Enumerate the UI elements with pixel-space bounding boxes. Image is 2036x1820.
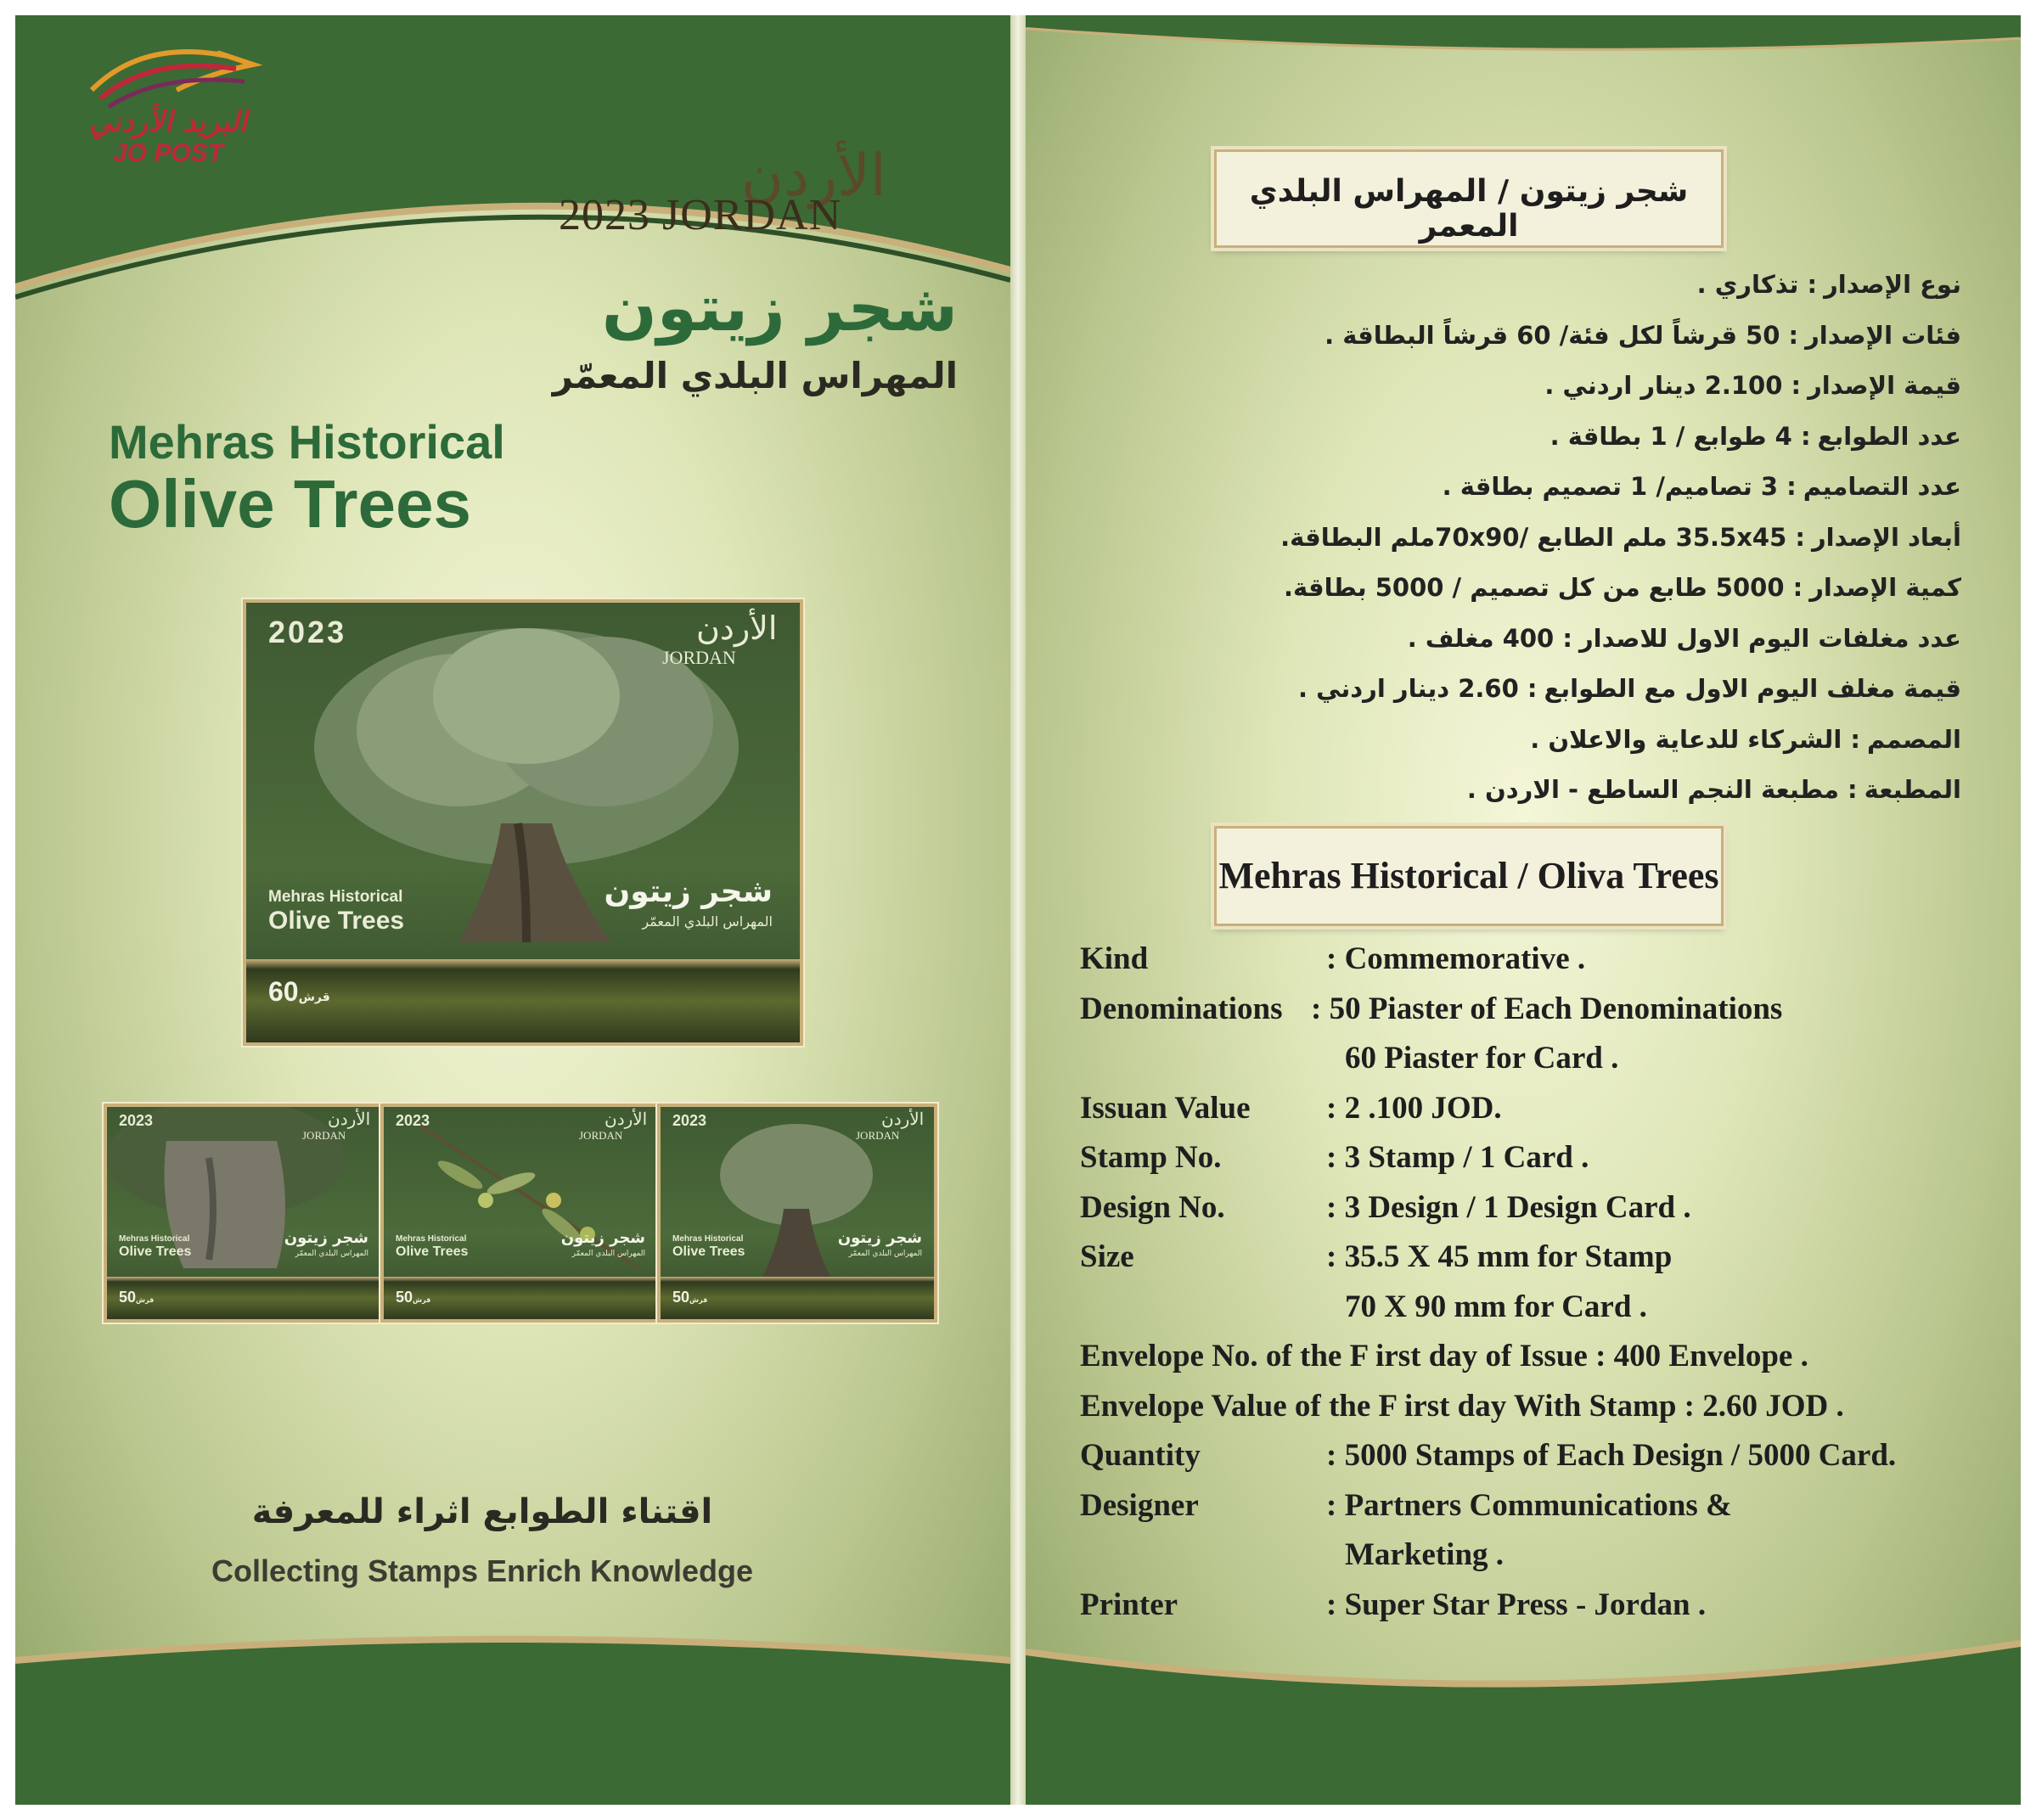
stamp-arabic-title: شجر زيتون — [284, 1229, 368, 1247]
english-detail-value: : 5000 Stamps of Each Design / 5000 Card. — [1326, 1438, 1897, 1473]
stamp-english-line1: Mehras Historical — [268, 888, 403, 906]
stamp-jordan-arabic: الأردن — [605, 1109, 648, 1129]
arabic-detail-row — [1111, 472, 1961, 501]
bottom-band-decoration — [15, 1609, 1010, 1805]
english-detail-label: Printer — [1080, 1587, 1178, 1622]
arabic-detail-row — [1111, 321, 1961, 350]
center-fold — [1010, 15, 1026, 1805]
stamp-value — [396, 1289, 430, 1306]
arabic-detail-value: : 35.5x45 ملم الطابع /70x90ملم البطاقة. — [1280, 522, 1805, 552]
arabic-detail-row — [1111, 674, 1961, 703]
stamp-arabic-title: شجر زيتون — [604, 874, 773, 909]
english-detail-value: 60 Piaster for Card . — [1345, 1041, 1619, 1076]
stamp-english-line2: Olive Trees — [268, 907, 405, 935]
english-detail-value: : Super Star Press - Jordan . — [1326, 1587, 1707, 1622]
arabic-detail-label: المطبعة — [1864, 775, 1961, 804]
arabic-detail-value: : 50 قرشاً لكل فئة/ 60 قرشاً البطاقة . — [1325, 320, 1799, 350]
stamp-value — [672, 1289, 707, 1306]
arabic-detail-value: : تذكاري . — [1696, 270, 1818, 299]
jordan-arabic-wordmark: الأردن — [741, 143, 886, 210]
right-panel — [1026, 15, 2021, 1805]
bird-logo-icon — [75, 39, 270, 115]
stamp-value-number: 50 — [119, 1289, 137, 1306]
jo-post-logo — [66, 39, 262, 166]
english-detail-label: Quantity — [1080, 1438, 1201, 1473]
stamp-value-unit: قرش — [413, 1296, 431, 1304]
arabic-detail-value: : 4 طوابع / 1 بطاقة . — [1549, 421, 1811, 451]
stamp-year: 2023 — [672, 1112, 707, 1129]
arabic-title-text: شجر زيتون / المهراس البلدي المعمر — [1249, 174, 1689, 244]
stamp-olive-tree — [657, 1104, 937, 1323]
stamp-arabic-subtitle: المهراس البلدي المعمّر — [642, 913, 773, 930]
arabic-detail-label: نوع الإصدار — [1824, 270, 1961, 299]
stamp-english-line2: Olive Trees — [672, 1244, 745, 1259]
title-arabic-sub: المهراس البلدي المعمّر — [552, 355, 958, 396]
arabic-detail-row — [1111, 725, 1961, 754]
stamp-value — [119, 1289, 154, 1306]
stamp-jordan-english: JORDAN — [662, 647, 736, 668]
stamp-english-line1: Mehras Historical — [119, 1234, 190, 1244]
arabic-detail-row — [1111, 523, 1961, 552]
arabic-detail-value: : 5000 طابع من كل تصميم / 5000 بطاقة. — [1284, 573, 1803, 602]
arabic-detail-row — [1111, 775, 1961, 804]
english-detail-label: Design No. — [1080, 1189, 1225, 1225]
title-english-line1: Mehras Historical — [109, 415, 505, 469]
top-band-decoration — [1026, 15, 2021, 134]
english-title-box — [1214, 826, 1724, 926]
title-english-line2: Olive Trees — [109, 466, 471, 542]
stamp-year: 2023 — [119, 1112, 154, 1129]
english-detail-value: : 3 Stamp / 1 Card . — [1326, 1140, 1589, 1175]
arabic-detail-label: عدد مغلفات اليوم الاول للاصدار — [1578, 623, 1961, 653]
stamp-value-unit: قرش — [689, 1296, 708, 1304]
stamp-jordan-english: JORDAN — [579, 1129, 623, 1142]
arabic-detail-row — [1111, 624, 1961, 653]
stamp-arabic-subtitle: المهراس البلدي المعمّر — [571, 1250, 645, 1258]
english-detail-label: Issuan Value — [1080, 1090, 1251, 1126]
arabic-detail-value: : 400 مغلف . — [1407, 623, 1572, 653]
arabic-detail-label: فئات الإصدار — [1805, 320, 1961, 350]
stamp-arabic-title: شجر زيتون — [560, 1229, 645, 1247]
stamp-year: 2023 — [268, 615, 347, 649]
arabic-detail-row — [1111, 422, 1961, 451]
bottom-band-decoration — [1026, 1609, 2021, 1805]
arabic-detail-label: كمية الإصدار — [1809, 573, 1961, 602]
stamp-english-line1: Mehras Historical — [396, 1234, 467, 1244]
stamp-jordan-arabic: الأردن — [328, 1109, 371, 1129]
stamp-value — [268, 976, 330, 1008]
arabic-detail-value: : 2.60 دينار اردني . — [1297, 674, 1538, 703]
arabic-detail-label: قيمة مغلف اليوم الاول مع الطوابع — [1544, 674, 1961, 703]
stamp-english-line1: Mehras Historical — [672, 1234, 744, 1244]
heading-year: 2023 — [559, 191, 650, 239]
footer-english-slogan: Collecting Stamps Enrich Knowledge — [211, 1553, 754, 1588]
arabic-detail-value: : 2.100 دينار اردني . — [1544, 371, 1802, 400]
english-detail-value: 70 X 90 mm for Card . — [1345, 1289, 1647, 1324]
stamp-value-number: 60 — [268, 976, 299, 1007]
stamp-jordan-english: JORDAN — [856, 1129, 900, 1142]
english-detail-label: Denominations — [1080, 991, 1283, 1026]
english-detail-value: : 50 Piaster of Each Denominations — [1311, 991, 1783, 1026]
arabic-detail-row — [1111, 371, 1961, 400]
arabic-detail-value: : الشركاء للدعاية والاعلان . — [1530, 724, 1860, 754]
english-detail-value: : 35.5 X 45 mm for Stamp — [1326, 1239, 1673, 1274]
arabic-detail-label: المصمم — [1866, 724, 1961, 754]
title-arabic-main: شجر زيتون — [601, 270, 958, 345]
stamp-old-trunk — [104, 1104, 384, 1323]
stamp-jordan-arabic: الأردن — [881, 1109, 925, 1129]
english-detail-label: Designer — [1080, 1487, 1199, 1523]
heading-jordan: JORDAN — [662, 191, 842, 239]
stamp-value-number: 50 — [396, 1289, 413, 1306]
arabic-detail-label: عدد التصاميم — [1803, 472, 1961, 501]
logo-arabic-text: البريد الأردني — [88, 105, 248, 139]
english-detail-value: : 3 Design / 1 Design Card . — [1326, 1189, 1691, 1225]
stamp-value-unit: قرش — [298, 991, 330, 1004]
english-detail-value: : 2 .100 JOD. — [1326, 1090, 1502, 1126]
english-detail-value: Marketing . — [1345, 1537, 1505, 1572]
stamp-jordan-arabic: الأردن — [696, 609, 778, 647]
english-detail-label: Envelope Value of the F irst day With Stamp : 2.60 JOD . — [1080, 1388, 1844, 1424]
arabic-detail-row — [1111, 573, 1961, 602]
year-jordan-heading — [559, 190, 841, 240]
stamp-arabic-subtitle: المهراس البلدي المعمّر — [848, 1250, 922, 1258]
stamp-value-unit: قرش — [136, 1296, 155, 1304]
arabic-detail-label: قيمة الإصدار — [1808, 371, 1961, 400]
arabic-title-box — [1214, 149, 1724, 248]
stamp-year: 2023 — [396, 1112, 430, 1129]
stamp-jordan-english: JORDAN — [302, 1129, 346, 1142]
arabic-detail-value: : 3 تصاميم/ 1 تصميم بطاقة . — [1442, 472, 1797, 501]
stamp-arabic-title: شجر زيتون — [837, 1229, 922, 1247]
arabic-detail-label: عدد الطوابع — [1817, 421, 1961, 451]
footer-arabic-slogan: اقتناء الطوابع اثراء للمعرفة — [251, 1492, 713, 1531]
stamp-olive-branch — [380, 1104, 661, 1323]
left-panel — [15, 15, 1010, 1805]
logo-english-text: JO POST — [112, 139, 224, 167]
souvenir-card-stamp — [243, 599, 803, 1046]
english-detail-label: Stamp No. — [1080, 1140, 1222, 1175]
stamp-value-number: 50 — [672, 1289, 690, 1306]
stamp-english-line2: Olive Trees — [396, 1244, 469, 1259]
english-detail-label: Envelope No. of the F irst day of Issue : 400 Envelope . — [1080, 1339, 1808, 1373]
arabic-detail-value: : مطبعة النجم الساطع - الاردن . — [1466, 775, 1858, 804]
english-detail-label: Kind — [1080, 941, 1149, 976]
arabic-detail-label: أبعاد الإصدار — [1811, 522, 1961, 552]
english-detail-value: : Commemorative . — [1326, 941, 1586, 976]
english-detail-label: Size — [1080, 1239, 1134, 1274]
stamp-english-line2: Olive Trees — [119, 1244, 192, 1259]
english-detail-value: : Partners Communications & — [1326, 1487, 1732, 1523]
arabic-detail-row — [1111, 270, 1961, 299]
english-title-text: Mehras Historical / Oliva Trees — [1218, 855, 1719, 896]
stamp-arabic-subtitle: المهراس البلدي المعمّر — [295, 1250, 368, 1258]
